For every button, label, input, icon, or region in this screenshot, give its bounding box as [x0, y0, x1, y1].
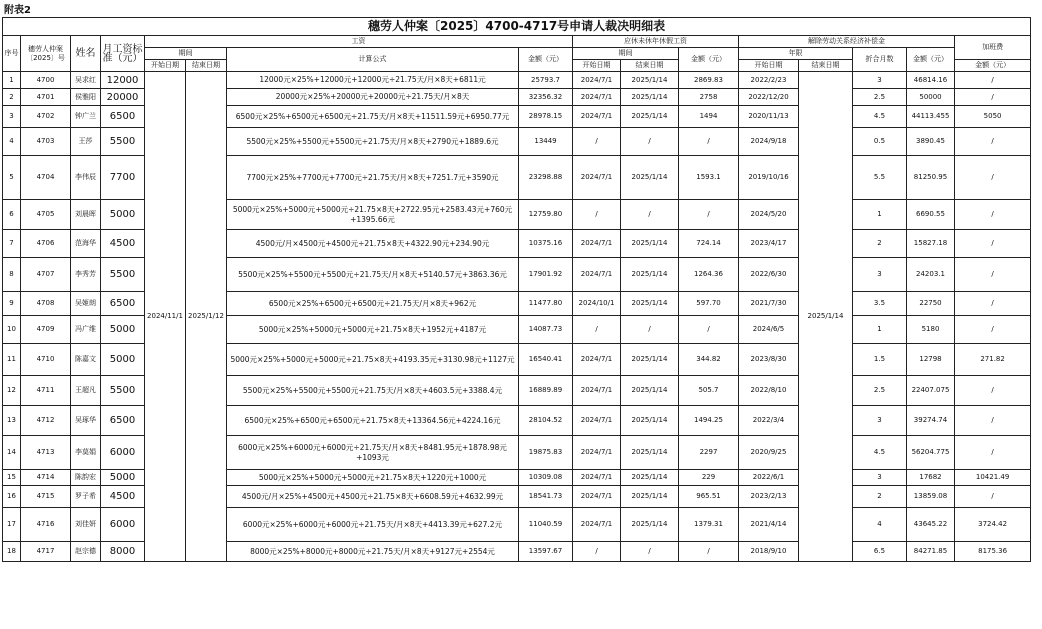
cell-wage-std: 6000	[101, 508, 145, 542]
cell-overtime: /	[955, 128, 1031, 156]
cell-formula: 5000元×25%+5000元+5000元÷21.75×8天+4193.35元+3130.98元+1127元	[227, 344, 519, 376]
cell-case: 4714	[21, 470, 71, 486]
cell-wage-std: 6500	[101, 292, 145, 316]
cell-case: 4716	[21, 508, 71, 542]
cell-months: 4	[853, 508, 907, 542]
cell-case: 4709	[21, 316, 71, 344]
cell-leave-amount: /	[679, 128, 739, 156]
cell-leave-end: 2025/1/14	[621, 258, 679, 292]
cell-comp-amount: 5180	[907, 316, 955, 344]
cell-leave-start: 2024/10/1	[573, 292, 621, 316]
cell-wage-amount: 10375.16	[519, 230, 573, 258]
cell-overtime: /	[955, 156, 1031, 200]
header-formula: 计算公式	[227, 48, 519, 72]
cell-overtime: /	[955, 230, 1031, 258]
cell-comp-amount: 22750	[907, 292, 955, 316]
cell-wage-amount: 13597.67	[519, 542, 573, 562]
cell-seq: 14	[3, 436, 21, 470]
cell-leave-end: 2025/1/14	[621, 406, 679, 436]
cell-wage-amount: 19875.83	[519, 436, 573, 470]
cell-comp-amount: 44113.455	[907, 106, 955, 128]
header-comp: 解除劳动关系经济补偿金	[739, 36, 955, 48]
cell-name: 李伟辰	[71, 156, 101, 200]
cell-overtime: /	[955, 436, 1031, 470]
cell-name: 吴求红	[71, 72, 101, 89]
cell-seq: 10	[3, 316, 21, 344]
cell-leave-start: 2024/7/1	[573, 436, 621, 470]
cell-overtime: /	[955, 200, 1031, 230]
cell-formula: 5500元×25%+5500元+5500元÷21.75天/月×8天+4603.5元+3388.4元	[227, 376, 519, 406]
cell-overtime: 8175.36	[955, 542, 1031, 562]
header-leave: 应休未休年休假工资	[573, 36, 739, 48]
cell-comp-start: 2024/9/18	[739, 128, 799, 156]
cell-case: 4712	[21, 406, 71, 436]
cell-leave-start: 2024/7/1	[573, 406, 621, 436]
cell-wage-amount: 17901.92	[519, 258, 573, 292]
cell-formula: 6500元×25%+6500元+6500元÷21.75天/月×8天+11511.59元+6950.77元	[227, 106, 519, 128]
cell-case: 4708	[21, 292, 71, 316]
header-overtime-amount: 金额（元）	[955, 60, 1031, 72]
cell-leave-end: /	[621, 316, 679, 344]
cell-comp-amount: 6690.55	[907, 200, 955, 230]
cell-comp-start: 2020/11/13	[739, 106, 799, 128]
ruling-table	[2, 17, 1031, 562]
cell-formula: 8000元×25%+8000元+8000元÷21.75天/月×8天+9127元+2554元	[227, 542, 519, 562]
cell-months: 6.5	[853, 542, 907, 562]
cell-name: 赵宗德	[71, 542, 101, 562]
cell-comp-start: 2024/6/5	[739, 316, 799, 344]
cell-months: 3	[853, 470, 907, 486]
cell-months: 3	[853, 258, 907, 292]
cell-formula: 20000元×25%+20000元+20000元÷21.75天/月×8天	[227, 89, 519, 106]
cell-seq: 8	[3, 258, 21, 292]
header-seq: 序号	[3, 36, 21, 72]
cell-seq: 2	[3, 89, 21, 106]
cell-comp-amount: 81250.95	[907, 156, 955, 200]
cell-leave-amount: 1494.25	[679, 406, 739, 436]
cell-overtime: 3724.42	[955, 508, 1031, 542]
cell-leave-start: 2024/7/1	[573, 106, 621, 128]
cell-name: 李秀芳	[71, 258, 101, 292]
header-wages: 工资	[145, 36, 573, 48]
cell-wage-std: 6000	[101, 436, 145, 470]
cell-comp-start: 2021/4/14	[739, 508, 799, 542]
cell-overtime: /	[955, 406, 1031, 436]
cell-name: 吴姬朗	[71, 292, 101, 316]
cell-name: 陈韵宏	[71, 470, 101, 486]
header-wage-amount: 金额（元）	[519, 48, 573, 72]
cell-case: 4717	[21, 542, 71, 562]
cell-leave-end: 2025/1/14	[621, 292, 679, 316]
cell-formula: 4500元/月×4500元+4500元÷21.75×8天+4322.90元+234.90元	[227, 230, 519, 258]
cell-case: 4706	[21, 230, 71, 258]
cell-leave-amount: 1264.36	[679, 258, 739, 292]
cell-leave-start: 2024/7/1	[573, 470, 621, 486]
cell-case: 4710	[21, 344, 71, 376]
cell-wage-amount: 13449	[519, 128, 573, 156]
cell-leave-end: 2025/1/14	[621, 470, 679, 486]
cell-name: 李莫娟	[71, 436, 101, 470]
cell-overtime: 5050	[955, 106, 1031, 128]
cell-wage-std: 5000	[101, 200, 145, 230]
cell-name: 范海华	[71, 230, 101, 258]
cell-formula: 5000元×25%+5000元+5000元÷21.75×8天+1952元+4187元	[227, 316, 519, 344]
cell-seq: 6	[3, 200, 21, 230]
cell-comp-amount: 84271.85	[907, 542, 955, 562]
cell-wage-amount: 28104.52	[519, 406, 573, 436]
cell-leave-amount: 597.70	[679, 292, 739, 316]
cell-formula: 5000元×25%+5000元+5000元÷21.75×8天+1220元+1000元	[227, 470, 519, 486]
cell-overtime: 10421.49	[955, 470, 1031, 486]
cell-months: 3	[853, 72, 907, 89]
cell-formula: 12000元×25%+12000元+12000元÷21.75天/月×8天+6811元	[227, 72, 519, 89]
cell-months: 1.5	[853, 344, 907, 376]
ruling-sheet	[2, 17, 1030, 562]
cell-wage-std: 6500	[101, 106, 145, 128]
header-leave-period: 期间	[573, 48, 679, 60]
cell-comp-start: 2022/8/10	[739, 376, 799, 406]
cell-leave-amount: /	[679, 316, 739, 344]
cell-overtime: /	[955, 292, 1031, 316]
cell-comp-start: 2019/10/16	[739, 156, 799, 200]
cell-leave-start: 2024/7/1	[573, 486, 621, 508]
cell-comp-start: 2022/3/4	[739, 406, 799, 436]
cell-formula: 6000元×25%+6000元+6000元÷21.75天/月×8天+4413.39元+627.2元	[227, 508, 519, 542]
header-wage-start: 开始日期	[145, 60, 186, 72]
cell-leave-amount: 724.14	[679, 230, 739, 258]
cell-case: 4703	[21, 128, 71, 156]
header-comp-end: 结束日期	[799, 60, 853, 72]
cell-overtime: /	[955, 89, 1031, 106]
cell-comp-start: 2020/9/25	[739, 436, 799, 470]
cell-formula: 5500元×25%+5500元+5500元÷21.75天/月×8天+2790元+1889.6元	[227, 128, 519, 156]
cell-formula: 6500元×25%+6500元+6500元÷21.75×8天+13364.56元+4224.16元	[227, 406, 519, 436]
cell-leave-start: 2024/7/1	[573, 376, 621, 406]
header-tenure: 年限	[739, 48, 853, 60]
cell-leave-start: 2024/7/1	[573, 344, 621, 376]
cell-wage-std: 5000	[101, 344, 145, 376]
cell-months: 3.5	[853, 292, 907, 316]
cell-formula: 7700元×25%+7700元+7700元÷21.75天/月×8天+7251.7元+3590元	[227, 156, 519, 200]
cell-months: 4.5	[853, 436, 907, 470]
header-wage-std: 月工资标准（元）	[101, 36, 145, 72]
cell-leave-amount: 2297	[679, 436, 739, 470]
cell-leave-start: /	[573, 200, 621, 230]
cell-wage-amount: 23298.88	[519, 156, 573, 200]
cell-months: 3	[853, 406, 907, 436]
cell-wage-amount: 18541.73	[519, 486, 573, 508]
cell-leave-end: /	[621, 200, 679, 230]
cell-comp-start: 2022/6/30	[739, 258, 799, 292]
cell-wage-std: 5500	[101, 258, 145, 292]
cell-wage-std: 5500	[101, 128, 145, 156]
cell-name: 侯雅阳	[71, 89, 101, 106]
cell-comp-start: 2023/2/13	[739, 486, 799, 508]
table-row	[3, 72, 1031, 89]
cell-seq: 13	[3, 406, 21, 436]
cell-wage-amount: 10309.08	[519, 470, 573, 486]
cell-comp-start: 2022/12/20	[739, 89, 799, 106]
cell-seq: 4	[3, 128, 21, 156]
cell-leave-start: 2024/7/1	[573, 508, 621, 542]
cell-months: 5.5	[853, 156, 907, 200]
cell-wage-amount: 32356.32	[519, 89, 573, 106]
cell-comp-start: 2022/2/23	[739, 72, 799, 89]
cell-leave-end: 2025/1/14	[621, 344, 679, 376]
cell-comp-amount: 24203.1	[907, 258, 955, 292]
cell-overtime: /	[955, 376, 1031, 406]
cell-comp-amount: 13859.08	[907, 486, 955, 508]
cell-leave-amount: 1379.31	[679, 508, 739, 542]
cell-wage-std: 4500	[101, 230, 145, 258]
cell-leave-end: 2025/1/14	[621, 508, 679, 542]
cell-leave-amount: /	[679, 542, 739, 562]
cell-name: 刘佳妍	[71, 508, 101, 542]
cell-comp-start: 2021/7/30	[739, 292, 799, 316]
table-body	[3, 72, 1031, 562]
cell-seq: 5	[3, 156, 21, 200]
cell-formula: 5000元×25%+5000元+5000元÷21.75×8天+2722.95元+2583.43元+760元+1395.66元	[227, 200, 519, 230]
cell-leave-amount: 505.7	[679, 376, 739, 406]
cell-case: 4704	[21, 156, 71, 200]
cell-seq: 12	[3, 376, 21, 406]
cell-seq: 9	[3, 292, 21, 316]
cell-leave-end: 2025/1/14	[621, 436, 679, 470]
cell-wage-amount: 16540.41	[519, 344, 573, 376]
annex-label: 附表2	[4, 5, 31, 16]
cell-case: 4700	[21, 72, 71, 89]
header-comp-start: 开始日期	[739, 60, 799, 72]
cell-comp-amount: 43645.22	[907, 508, 955, 542]
header-comp-amount: 金额（元）	[907, 48, 955, 72]
cell-leave-amount: /	[679, 200, 739, 230]
cell-leave-amount: 1494	[679, 106, 739, 128]
cell-comp-amount: 12798	[907, 344, 955, 376]
cell-comp-start: 2023/4/17	[739, 230, 799, 258]
cell-name: 陈嘉文	[71, 344, 101, 376]
cell-comp-amount: 56204.775	[907, 436, 955, 470]
cell-overtime: /	[955, 258, 1031, 292]
cell-leave-start: 2024/7/1	[573, 258, 621, 292]
cell-leave-amount: 229	[679, 470, 739, 486]
cell-leave-start: 2024/7/1	[573, 72, 621, 89]
cell-comp-start: 2018/9/10	[739, 542, 799, 562]
cell-seq: 18	[3, 542, 21, 562]
cell-formula: 4500元/月×25%+4500元+4500元÷21.75×8天+6608.59元+4632.99元	[227, 486, 519, 508]
cell-case: 4702	[21, 106, 71, 128]
cell-wage-amount: 11040.59	[519, 508, 573, 542]
cell-leave-end: 2025/1/14	[621, 376, 679, 406]
cell-overtime: 271.82	[955, 344, 1031, 376]
cell-months: 1	[853, 200, 907, 230]
cell-leave-end: 2025/1/14	[621, 89, 679, 106]
cell-name: 王莎	[71, 128, 101, 156]
cell-wage-end-shared: 2025/1/12	[186, 72, 227, 562]
table-title: 穗劳人仲案〔2025〕4700-4717号申请人裁决明细表	[3, 18, 1031, 36]
cell-leave-end: /	[621, 128, 679, 156]
cell-wage-amount: 11477.80	[519, 292, 573, 316]
cell-leave-start: /	[573, 542, 621, 562]
cell-wage-amount: 16889.89	[519, 376, 573, 406]
header-leave-start: 开始日期	[573, 60, 621, 72]
cell-wage-std: 6500	[101, 406, 145, 436]
cell-leave-end: /	[621, 542, 679, 562]
cell-name: 刘晨晖	[71, 200, 101, 230]
cell-name: 吴琢华	[71, 406, 101, 436]
cell-seq: 3	[3, 106, 21, 128]
cell-formula: 5500元×25%+5500元+5500元÷21.75天/月×8天+5140.57元+3863.36元	[227, 258, 519, 292]
cell-case: 4707	[21, 258, 71, 292]
cell-seq: 1	[3, 72, 21, 89]
cell-comp-start: 2023/8/30	[739, 344, 799, 376]
cell-leave-amount: 2758	[679, 89, 739, 106]
cell-name: 冯广维	[71, 316, 101, 344]
cell-months: 2	[853, 230, 907, 258]
cell-leave-start: /	[573, 128, 621, 156]
cell-leave-end: 2025/1/14	[621, 156, 679, 200]
cell-comp-amount: 17682	[907, 470, 955, 486]
cell-leave-start: 2024/7/1	[573, 230, 621, 258]
cell-overtime: /	[955, 72, 1031, 89]
cell-case: 4701	[21, 89, 71, 106]
cell-wage-std: 7700	[101, 156, 145, 200]
cell-wage-std: 20000	[101, 89, 145, 106]
cell-leave-end: 2025/1/14	[621, 230, 679, 258]
cell-wage-std: 5000	[101, 470, 145, 486]
cell-months: 1	[853, 316, 907, 344]
cell-leave-amount: 344.82	[679, 344, 739, 376]
cell-comp-amount: 15827.18	[907, 230, 955, 258]
cell-months: 2	[853, 486, 907, 508]
cell-name: 王超凡	[71, 376, 101, 406]
header-months: 折合月数	[853, 48, 907, 72]
cell-seq: 11	[3, 344, 21, 376]
cell-months: 4.5	[853, 106, 907, 128]
cell-seq: 17	[3, 508, 21, 542]
cell-leave-start: /	[573, 316, 621, 344]
cell-formula: 6000元×25%+6000元+6000元÷21.75天/月×8天+8481.95元+1878.98元+1093元	[227, 436, 519, 470]
cell-leave-amount: 965.51	[679, 486, 739, 508]
cell-leave-amount: 2869.83	[679, 72, 739, 89]
cell-comp-amount: 50000	[907, 89, 955, 106]
cell-comp-amount: 39274.74	[907, 406, 955, 436]
header-leave-amount: 金额（元）	[679, 48, 739, 72]
cell-seq: 16	[3, 486, 21, 508]
cell-leave-end: 2025/1/14	[621, 486, 679, 508]
cell-wage-std: 8000	[101, 542, 145, 562]
cell-case: 4715	[21, 486, 71, 508]
cell-case: 4705	[21, 200, 71, 230]
header-overtime: 加班费	[955, 36, 1031, 60]
cell-leave-end: 2025/1/14	[621, 72, 679, 89]
cell-wage-start-shared: 2024/11/1	[145, 72, 186, 562]
cell-comp-amount: 3890.45	[907, 128, 955, 156]
cell-months: 2.5	[853, 89, 907, 106]
cell-leave-start: 2024/7/1	[573, 156, 621, 200]
cell-months: 2.5	[853, 376, 907, 406]
cell-wage-std: 4500	[101, 486, 145, 508]
cell-wage-std: 5000	[101, 316, 145, 344]
cell-overtime: /	[955, 486, 1031, 508]
cell-overtime: /	[955, 316, 1031, 344]
cell-wage-std: 12000	[101, 72, 145, 89]
cell-comp-start: 2022/6/1	[739, 470, 799, 486]
cell-leave-end: 2025/1/14	[621, 106, 679, 128]
cell-seq: 7	[3, 230, 21, 258]
cell-name: 罗子希	[71, 486, 101, 508]
cell-comp-start: 2024/5/20	[739, 200, 799, 230]
header-wage-end: 结束日期	[186, 60, 227, 72]
cell-leave-amount: 1593.1	[679, 156, 739, 200]
cell-name: 钟广兰	[71, 106, 101, 128]
cell-leave-start: 2024/7/1	[573, 89, 621, 106]
header-case: 穗劳人仲案〔2025〕号	[21, 36, 71, 72]
cell-case: 4711	[21, 376, 71, 406]
cell-comp-amount: 46814.16	[907, 72, 955, 89]
cell-wage-amount: 28978.15	[519, 106, 573, 128]
cell-formula: 6500元×25%+6500元+6500元÷21.75天/月×8天+962元	[227, 292, 519, 316]
cell-comp-amount: 22407.075	[907, 376, 955, 406]
header-name: 姓名	[71, 36, 101, 72]
cell-comp-end-shared: 2025/1/14	[799, 72, 853, 562]
header-leave-end: 结束日期	[621, 60, 679, 72]
header-wage-period: 期间	[145, 48, 227, 60]
cell-case: 4713	[21, 436, 71, 470]
cell-wage-std: 5500	[101, 376, 145, 406]
cell-wage-amount: 25793.7	[519, 72, 573, 89]
cell-seq: 15	[3, 470, 21, 486]
cell-wage-amount: 12759.80	[519, 200, 573, 230]
cell-wage-amount: 14087.73	[519, 316, 573, 344]
cell-months: 0.5	[853, 128, 907, 156]
